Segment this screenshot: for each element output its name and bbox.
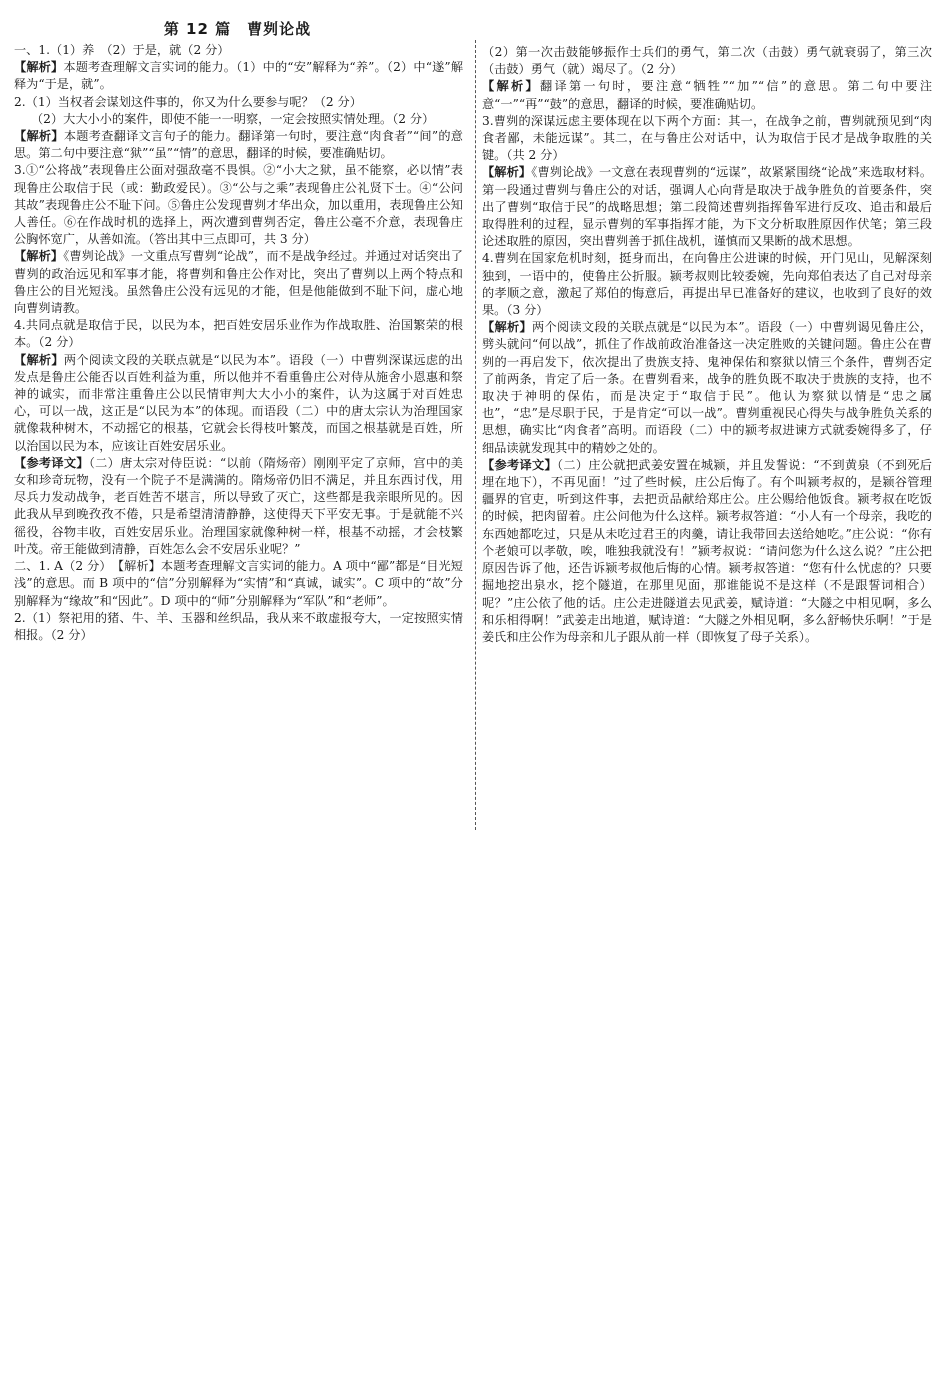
analysis-block [14,59,463,93]
answer-block [14,162,463,248]
page-title: 第 12 篇 曹刿论战 [163,20,312,38]
translation-tag: 【参考译文】 [482,457,557,472]
analysis-block [482,78,932,112]
answer-block [14,317,463,351]
analysis-text: 两个阅读文段的关联点就是“以民为本”。语段（一）中曹刿谒见鲁庄公，劈头就问“何以战”，抓住了作战前政治准备这一决定胜败的关键问题。鲁庄公在曹刿的一再启发下，依次提出了贵族支持、鬼神保佑和察狱以情三个条件，曹刿否定了前两条，肯定了后一条。在曹刿看来，战争的胜负既不取决于贵族的支持，也不取决于神明的保佑，而是决定于“取信于民”。他认为察狱以情是“忠之属也”，“忠”是尽职于民，于是肯定“可以一战”。曹刿重视民心得失与战争胜负关系的思想，确实比“肉食者”高明。而语段（二）中的颍考叔进谏方式就委婉得多了，仔细品读就发现其中的精妙之处的。 [482,320,932,455]
analysis-text: 本题考查翻译文言句子的能力。翻译第一句时，要注意“肉食者”“间”的意思。第二句中要注意“狱”“虽”“情”的意思，翻译的时候，要准确贴切。 [14,129,463,161]
answer-text: 一、1.（1）养 （2）于是，就（2 分） [14,43,230,57]
analysis-block [14,248,463,317]
answer-text: 2.（1）祭祀用的猪、牛、羊、玉器和丝织品，我从来不敢虚报夸大，一定按照实情相报。（2 分） [14,610,463,642]
answer-text: （2）第一次击鼓能够振作士兵们的勇气，第二次（击鼓）勇气就衰弱了，第三次（击鼓）勇气（就）竭尽了。（2 分） [482,45,932,77]
analysis-text: 《曹刿论战》一文意在表现曹刿的“远谋”，故紧紧围绕“论战”来选取材料。第一段通过曹刿与鲁庄公的对话，强调人心向背是取决于战争胜负的首要条件，突出了曹刿“取信于民”的战略思想；第二段简述曹刿指挥鲁军进行反攻、追击和最后取得胜利的过程，显示曹刿的军事指挥才能，为下文分析取胜原因作伏笔；第三段论述取胜的原因，突出曹刿善于抓住战机，谨慎而又果断的战术思想。 [482,165,933,249]
translation-text: （二）庄公就把武姜安置在城颍，并且发誓说：“不到黄泉（不到死后埋在地下），不再见面！”过了些时候，庄公后悔了。有个叫颍考叔的，是颍谷管理疆界的官吏，听到这件事，去把贡品献给郑庄公。庄公赐给他饭食。颍考叔在吃饭的时候，把肉留着。庄公问他为什么这样。颍考叔答道：“小人有一个母亲，我吃的东西她都吃过，只是从未吃过君王的肉羹，请让我带回去送给她吃。”庄公说：“你有个老娘可以孝敬，唉，唯独我就没有！”颍考叔说：“请问您为什么这么说？”庄公把原因告诉了他，还告诉颍考叔他后悔的心情。颍考叔答道：“您有什么忧虑的？只要掘地挖出泉水，挖个隧道，在那里见面，那谁能说不是这样（不是跟誓词相合）呢？”庄公依了他的话。庄公走进隧道去见武姜，赋诗道：“大隧之中相见啊，多么和乐相得啊！”武姜走出地道，赋诗道：“大隧之外相见啊，多么舒畅快乐啊！”于是姜氏和庄公作为母亲和儿子跟从前一样（即恢复了母子关系）。 [482,457,932,644]
analysis-tag: 【解析】 [14,60,64,75]
answer-block [14,42,463,59]
analysis-tag: 【解析】 [14,249,64,264]
analysis-block [482,164,932,250]
analysis-text: 本题考查理解文言实词的能力。（1）中的“安”解释为“养”。（2）中“遂”解释为“于是，就”。 [14,60,464,92]
analysis-block [482,319,932,457]
translation-tag: 【参考译文】 [14,455,89,470]
analysis-tag: 【解析】 [482,79,540,94]
translation-text: （二）唐太宗对侍臣说：“以前（隋炀帝）刚刚平定了京师，宫中的美女和珍奇玩物，没有一个院子不是满满的。隋炀帝仍旧不满足，并且东西讨伐，用尽兵力发动战争，老百姓苦不堪言，所以导致了灭亡，这些都是我亲眼所见的。因此我从早到晚孜孜不倦，只是希望清清静静，这使得天下平安无事。于是就能不兴徭役，谷物丰收，百姓安居乐业。治理国家就像种树一样，根基不动摇，才会枝繁叶茂。帝王能做到清静，百姓怎么会不安居乐业呢？” [14,455,463,556]
left-column [14,42,463,644]
analysis-tag: 【解析】 [14,129,64,144]
answer-text: 2.（1）当权者会谋划这件事的，你又为什么要参与呢？（2 分） [14,94,362,109]
answer-block [14,558,463,610]
analysis-block [14,128,463,162]
translation-block [14,455,463,558]
analysis-block [14,352,463,455]
answer-text: 3.①“公将战”表现鲁庄公面对强敌毫不畏惧。②“小大之狱，虽不能察，必以情”表现鲁庄公取信于民（或：勤政爱民）。③“公与之乘”表现鲁庄公礼贤下士。④“公问其故”表现鲁庄公不耻下问。⑤鲁庄公发现曹刿才华出众，加以重用，表现鲁庄公知人善任。⑥在作战时机的选择上，两次遭到曹刿否定，鲁庄公毫不介意，表现鲁庄公胸怀宽广，从善如流。（答出其中三点即可，共 3 分） [14,163,463,247]
answer-text: 3.曹刿的深谋远虑主要体现在以下两个方面：其一，在战争之前，曹刿就预见到“肉食者鄙，未能远谋”。其二，在与鲁庄公对话中，认为取信于民才是战争取胜的关键。（共 2 分） [482,113,932,163]
answer-block [482,250,932,319]
answer-text: 二、1. A（2 分） 【解析】本题考查理解文言实词的能力。A 项中“鄙”都是“目光短浅”的意思。而 B 项中的“信”分别解释为“实情”和“真诚，诚实”。C 项中的“故”分别解释为“缘故”和“因此”。D 项中的“师”分别解释为“军队”和“老师”。 [14,559,463,608]
answer-block [14,111,463,128]
analysis-text: 两个阅读文段的关联点就是“以民为本”。语段（一）中曹刿深谋远虑的出发点是鲁庄公能否以百姓利益为重，所以他并不看重鲁庄公对侍从施舍小恩惠和祭神的诚实，而非常注重鲁庄公以民情审判大大小小的案件，认为这属于对百姓忠心，可以一战，这正是“以民为本”的体现。而语段（二）中的唐太宗认为治理国家就像栽种树木，不动摇它的根基，它就会长得枝叶繁茂，而国之根基就是百姓，所以治国以民为本，应该让百姓安居乐业。 [14,352,463,453]
analysis-tag: 【解析】 [482,320,532,335]
right-column [482,44,932,646]
analysis-tag: 【解析】 [482,165,532,180]
answer-text: 4.共同点就是取信于民，以民为本，把百姓安居乐业作为作战取胜、治国繁荣的根本。（2 分） [14,318,463,350]
column-divider [475,40,476,830]
answer-block [14,94,463,111]
answer-block [482,44,932,78]
answer-text: （2）大大小小的案件，即使不能一一明察，一定会按照实情处理。（2 分） [31,111,435,126]
analysis-text: 《曹刿论战》一文重点写曹刿“论战”，而不是战争经过。并通过对话突出了曹刿的政治远见和军事才能，将曹刿和鲁庄公作对比，突出了曹刿以上两个特点和鲁庄公的目光短浅。虽然鲁庄公没有远见的才能，但是他能做到不耻下问，虚心地向曹刿请教。 [14,249,463,316]
answer-block [14,610,463,644]
analysis-tag: 【解析】 [14,352,64,367]
answer-block [482,113,932,165]
translation-block [482,457,932,646]
answer-text: 4.曹刿在国家危机时刻，挺身而出，在向鲁庄公进谏的时候，开门见山，见解深刻独到，一语中的，使鲁庄公折服。颍考叔则比较委婉，先向郑伯表达了自己对母亲的孝顺之意，激起了郑伯的悔意后，再提出早已准备好的建议，也收到了良好的效果。（3 分） [482,251,932,318]
analysis-text: 翻译第一句时，要注意“牺牲”“加”“信”的意思。第二句中要注意“一”“再”“鼓”的意思，翻译的时候，要准确贴切。 [482,79,933,111]
